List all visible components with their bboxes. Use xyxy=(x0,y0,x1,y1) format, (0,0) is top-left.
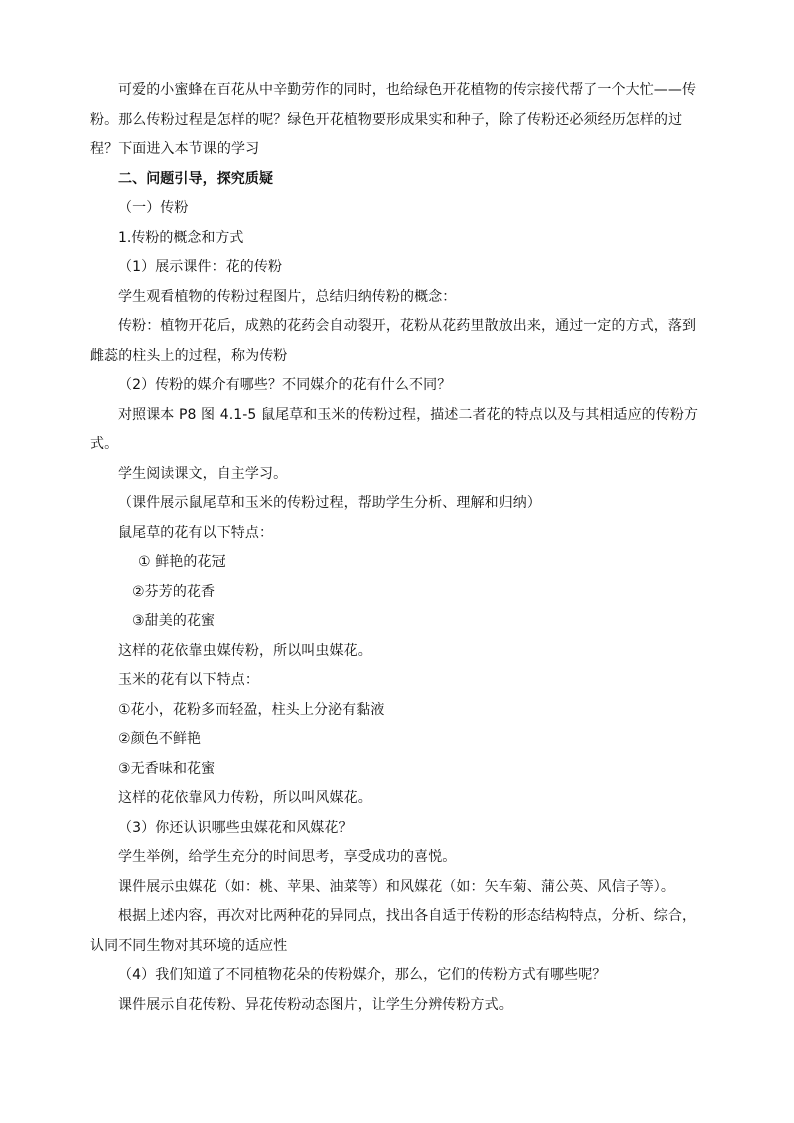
definition-paragraph: 传粉：植物开花后，成熟的花药会自动裂开，花粉从花药里散放出来，通过一定的方式，落到雌蕊的柱头上的过程，称为传粉 xyxy=(90,318,697,364)
body-paragraph: 根据上述内容，再次对比两种花的异同点，找出各自适于传粉的形态结构特点，分析、综合，认同不同生物对其环境的适应性 xyxy=(90,908,697,954)
body-paragraph: 鼠尾草的花有以下特点： xyxy=(118,524,274,541)
body-paragraph: 对照课本 P8 图 4.1-5 鼠尾草和玉米的传粉过程，描述二者花的特点以及与其相适应的传粉方式。 xyxy=(90,406,699,452)
question-heading: （4）我们知道了不同植物花朵的传粉媒介，那么，它们的传粉方式有哪些呢？ xyxy=(118,967,607,983)
body-paragraph: 学生观看植物的传粉过程图片，总结归纳传粉的概念： xyxy=(118,288,457,305)
document-content xyxy=(90,76,704,1020)
list-item: ① 鲜艳的花冠 xyxy=(138,554,226,570)
body-paragraph: 学生阅读课文，自主学习。 xyxy=(118,465,288,482)
body-paragraph: 课件展示自花传粉、异花传粉动态图片，让学生分辨传粉方式。 xyxy=(118,996,513,1013)
list-item: ②芬芳的花香 xyxy=(132,583,216,600)
body-paragraph: 学生举例，给学生充分的时间思考，享受成功的喜悦。 xyxy=(118,849,457,865)
body-paragraph: 玉米的花有以下特点： xyxy=(118,672,259,688)
topic-heading: 1.传粉的概念和方式 xyxy=(118,229,244,246)
body-paragraph: （课件展示鼠尾草和玉米的传粉过程，帮助学生分析、理解和归纳） xyxy=(118,495,541,511)
intro-paragraph: 可爱的小蜜蜂在百花从中辛勤劳作的同时，也给绿色开花植物的传宗接代帮了一个大忙——传粉。那么传粉过程是怎样的呢？绿色开花植物要形成果实和种子，除了传粉还必须经历怎样的过程？下面进入本节课的学习 xyxy=(90,82,697,157)
list-item: ③无香味和花蜜 xyxy=(118,760,216,777)
question-heading: （2）传粉的媒介有哪些？不同媒介的花有什么不同？ xyxy=(118,377,452,393)
section-heading: 二、问题引导，探究质疑 xyxy=(118,170,274,187)
step-heading: （1）展示课件：花的传粉 xyxy=(118,259,283,275)
list-item: ③甜美的花蜜 xyxy=(132,613,216,629)
body-paragraph: 这样的花依靠虫媒传粉，所以叫虫媒花。 xyxy=(118,642,372,659)
subsection-heading: （一）传粉 xyxy=(118,200,189,216)
list-item: ②颜色不鲜艳 xyxy=(118,731,202,747)
body-paragraph: 这样的花依靠风力传粉，所以叫风媒花。 xyxy=(118,790,372,806)
list-item: ①花小，花粉多而轻盈，柱头上分泌有黏液 xyxy=(118,701,385,718)
body-paragraph: 课件展示虫媒花（如：桃、苹果、油菜等）和风媒花（如：矢车菊、蒲公英、风信子等）。 xyxy=(118,878,675,895)
question-heading: （3）你还认识哪些虫媒花和风媒花？ xyxy=(118,819,353,836)
